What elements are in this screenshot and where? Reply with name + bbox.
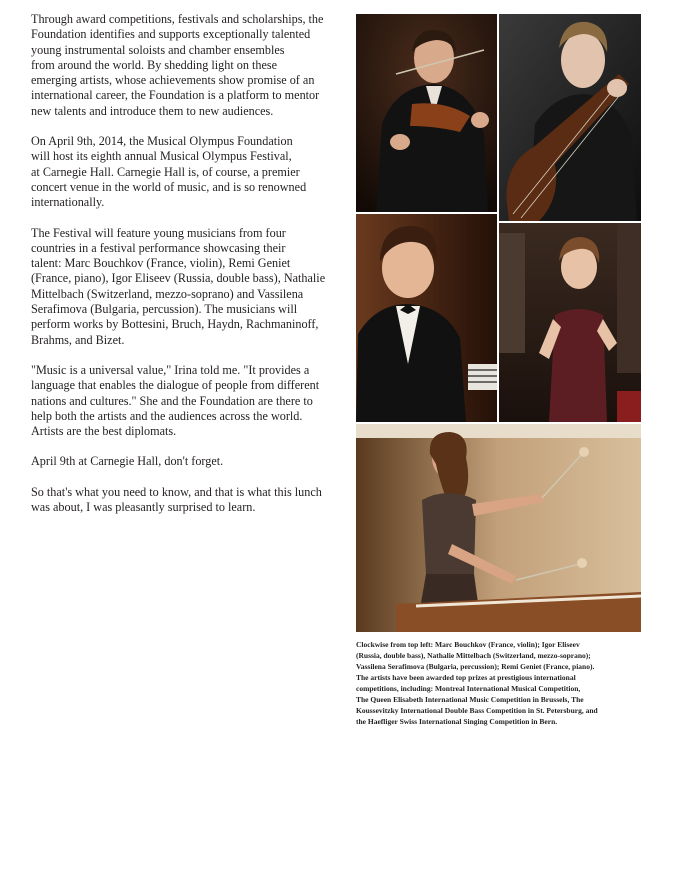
photo-violinist	[356, 14, 497, 212]
article-paragraph-2: On April 9th, 2014, the Musical Olympus Foundation will host its eighth annual Musical Olympus Festival, at Carnegie Hall. Carnegie Hall is, of course, a premier concert venue in the world of music, and is so renowned internationally.	[31, 134, 307, 210]
photo-mezzo-soprano	[499, 223, 641, 422]
article-paragraph-1: Through award competitions, festivals and scholarships, the Foundation identifies and supports exceptionally talented young instrumental soloists and chamber ensembles from around the world. By shedding light on these emerging artists, whose achievements show promise of an international career, the Foundation is a platform to mentor new talents and introduce them to new audiences.	[31, 12, 324, 118]
photo-pianist	[356, 214, 497, 422]
photo-double-bassist	[499, 14, 641, 221]
article-paragraph-5: April 9th at Carnegie Hall, don't forget.	[31, 454, 224, 469]
article-paragraph-4: "Music is a universal value," Irina told me. "It provides a language that enables the dialogue of people from different nations and cultures." She and the Foundation are there to help both the artists and the audiences across the world. Artists are the best diplomats.	[31, 362, 320, 439]
photo-caption: Clockwise from top left: Marc Bouchkov (France, violin); Igor Eliseev (Russia, double bass), Nathalie Mittelbach (Switzerland, mezzo-soprano); Vassilena Serafimova (Bulgaria, percussion); Remi Geniet (France, piano). The artists have been awarded top prizes at prestigious international competitions, including: Montreal International Musical Competition, The Queen Elisabeth International Music Competition in Brussels, The Koussevitzky International Double Bass Competition in St. Petersburg, and the Haefliger Swiss International Singing Competition in Bern.	[356, 640, 598, 726]
article-paragraph-6: So that's what you need to know, and that is what this lunch was about, I was pleasantly surprised to learn.	[31, 484, 322, 515]
photo-percussionist	[356, 424, 641, 632]
article-body	[31, 12, 337, 530]
article-paragraph-3: The Festival will feature young musicians from four countries in a festival performance showcasing their talent: Marc Bouchkov (France, violin), Remi Geniet (France, piano), Igor Eliseev (Russia, double bass), Nathalie Mittelbach (Switzerland, mezzo-soprano) and Vassilena Serafimova (Bulgaria, percussion). The musicians will perform works by Bottesini, Bruch, Haydn, Rachmaninoff, Brahms, and Bizet.	[31, 225, 326, 347]
